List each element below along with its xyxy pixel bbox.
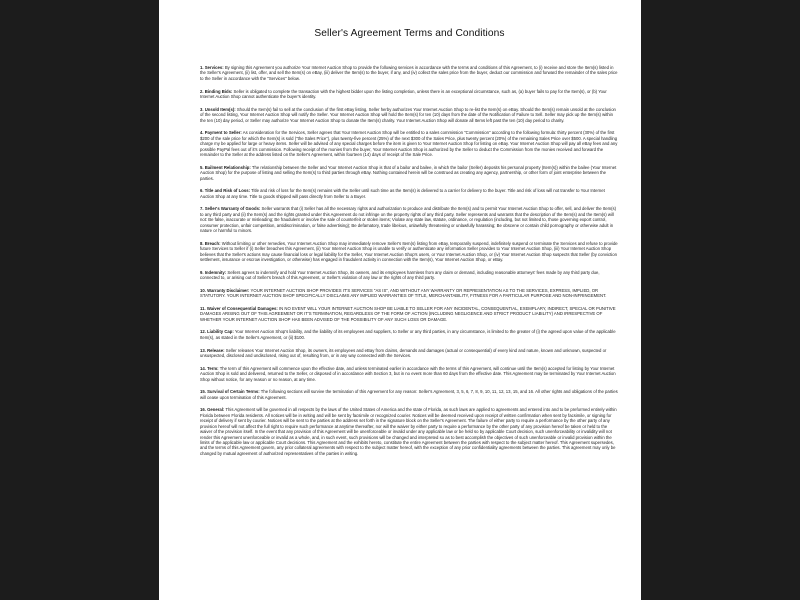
section-body: Seller is obligated to complete the transaction with the highest bidder upon the listing completion, unless there is an exceptional circumstance, such as, (a) buyer fails to pay for the Item(s), or (b) Your Internet Auction Shop cannot authenticate the buyer's identity. bbox=[200, 88, 607, 99]
terms-section bbox=[200, 389, 619, 400]
terms-section bbox=[200, 107, 619, 123]
section-heading: 10. Warranty Disclaimer: bbox=[200, 287, 250, 293]
section-body: Seller warrants that (i) Seller has all the necessary rights and authorization to produce and distribute the Item(s) and to permit Your Internet Auction Shop to offer, sell, and deliver the Item(s) to any third party and (ii) the Item(s) and the rights granted under this Agreement do not infringe on the property rights of any third party. Seller represents and warrants that the description of the Item(s) and the Item(s) will not: Be false, inaccurate or misleading; Be fraudulent or involve the sale of counterfeit or stolen items; Violate any state law, statute, ordinance, or regulation (including, but not limited to, those governing export control, consumer protection, unfair competition, antidiscrimination, or false advertising); Be defamatory, trade libelous, unlawfully threatening or unlawfully harassing; Be obscene or contain child pornography or otherwise adult in nature or harmful to minors. bbox=[200, 206, 617, 234]
section-heading: 8. Breach: bbox=[200, 240, 221, 246]
section-body: The term of this Agreement will commence upon the effective date, and unless terminated earlier in accordance with the terms of this Agreement, will continue until the Item(s) accepted for listing by Your Internet Auction Shop is sold and delivered, returned to the Seller, or disposed of in accordance with Section 3, but in no event more than 60 days from the effective date. This Agreement may be terminated by Your Internet Auction Shop without notice, for any reason or no reason, at any time. bbox=[200, 365, 616, 382]
section-body: YOUR INTERNET AUCTION SHOP PROVIDES IT'S SERVICES "AS IS", AND WITHOUT ANY WARRANTY OR REPRESENTATION AS TO THE SERVICES, EXPRESS, IMPLIED, OR STATUTORY. YOUR INTERNET AUCTION SHOP SPECIFICALLY DISCLAIMS ANY IMPLIED WARRANTIES OF TITLE, MERCHANTABILITY, FITNESS FOR A PARTICULAR PURPOSE AND NON-INFRINGEMENT. bbox=[200, 287, 607, 299]
section-body: This Agreement will be governed in all respects by the laws of the United States of America and the state of Florida, as such laws are applied to agreements and entered into and to be preformed entirely within Florida between Florida residents. All notices will be in writing and will be sent by facsimile or recognized courier. Notices will be deemed received upon receipt of written confirmation when sent by facsimile, or signing for receipt of delivery if sent by courier. Notices will be sent to the parties at the address set forth in the signature block on the Seller's Agreement. The failure of either party to require a performance by the other party of any provision hereof will not affect the full right to require such performance at anytime thereafter, nor will the waiver by either party to require a performance by the other party of any provision hereof be taken or held to the waiver of the provision itself. In the event that any provision of this Agreement will be unenforceable or invalid under any applicable law or be held so by applicable Court decision, such unenforceability or invalidity will not render this Agreement unenforceable or invalid as a whole, and, in such event, such provisions will be changed and interpreted so as to best accomplish the objectives of such unenforceable or invalid provision within the limits of the applicable law or applicable Court decisions. This Agreement and the exhibits hereto, constitute the entire Agreement between the parties with respect to the subject matter hereof. This Agreement supersedes, and the terms of this Agreement govern, any prior collateral agreements with respect to the subject matter hereof, with the exception of any prior confidentiality agreements between the parties. This agreement may only be changed by mutual agreement of authorized representatives of the parties in writing. bbox=[200, 407, 617, 456]
section-heading: 7. Seller's Warranty of Goods: bbox=[200, 206, 261, 212]
terms-section bbox=[200, 165, 619, 181]
section-heading: 12. Liability Cap: bbox=[200, 329, 234, 335]
section-body: By signing this Agreement you authorize Your Internet Auction Shop to provide the following services in accordance with the terms and conditions of this Agreement, to (i) receive and store the Item(s) listed in the Seller's Agreement, (ii) list, offer, and sell the Item(s) on eBay, (iii) deliver the Item(s) to the buyer, if any, and (iv) collect the sales price from the buyer, deduct our commission and forward the remainder of the sales price to the Seller in accordance with the "Services" below. bbox=[200, 65, 618, 81]
section-heading: 3. Unsold Item(s): bbox=[200, 106, 236, 112]
section-body: The relationship between the Seller and Your Internet Auction Shop is that of a bailor and bailee, in which the bailor (Seller) deposits his personal property (Item(s)) within the bailee (Your Internet Auction Shop) for the purpose of listing and selling the Item(s) to third parties through eBay. Nothing contained herein will be construed as creating any agency, partnership, or other form of joint enterprise between the parties. bbox=[200, 164, 617, 181]
terms-section bbox=[200, 348, 619, 359]
terms-section bbox=[200, 270, 619, 281]
terms-section bbox=[200, 188, 619, 199]
section-body: Should the Item(s) fail to sell at the conclusion of the first eBay listing, Seller herby authorizes Your Internet Auction Shop to re-list the Item(s) on eBay. Should the Item(s) remain unsold at the conclusion of the second listing, Your Internet Auction Shop will notify the Seller. Your Internet Auction Shop will hold the Item(s) for ten (10) days from the date of the Notification of Failure to Sell. Seller may pick up the Item(s) within the ten (10) day period, or Seller may authorize Your Internet Auction Shop to donate the Item(s) charity. Your Internet Auction Shop will donate all Items left past the ten (10) day period to charity. bbox=[200, 106, 616, 123]
section-heading: 6. Title and Risk of Loss: bbox=[200, 188, 250, 194]
section-body: The following sections will survive the termination of this Agreement for any reason: Seller's Agreement, 3, 5, 6, 7, 8, 9, 10, 11, 12, 13, 15, and 16. All other rights and obligations of the parties will cease upon termination of this Agreement. bbox=[200, 389, 618, 400]
section-heading: 2. Binding Bids: bbox=[200, 88, 233, 94]
section-heading: 15. Survival of Certain Terms: bbox=[200, 389, 260, 395]
terms-section bbox=[200, 288, 619, 299]
section-heading: 16. General: bbox=[200, 407, 225, 413]
section-body: Your Internet Auction Shop's liability, and the liability of its employees and suppliers, to Seller or any third parties, in any circumstance, is limited to the greater of (i) the agreed upon value of the applicable Item(s), as stated in the Seller's Agreement, or (ii) $100. bbox=[200, 329, 616, 340]
section-heading: 13. Release: bbox=[200, 347, 225, 353]
section-body: As consideration for the Services, Seller agrees that Your Internet Auction Shop will be entitled to a sales commission "Commission" according to the following formula: thirty percent (30%) of the first $200 of the sale price for which the Item(s) is sold ("the Sales Price"), plus twenty-five percent (25%) of the next $300 of the Sales Price, plus twenty percent (20%) of the remaining Sales Price over $500. A special handling charge my be applied for large or heavy items. Seller will be advised of any special charges before the item is given to Your Internet Auction Shop for listing on eBay. Your Internet Auction Shop will pay all eBay fees and any possible PayPal fees out of it's commission. Following receipt of the monies from the buyer, Your Internet Auction Shop is authorized by the Seller to deduct the Commission from the monies received and forward the remainder to the Seller at the address listed on the Seller's Agreement, within fourteen (14) days of receipt of the Sale Price. bbox=[200, 130, 618, 157]
terms-section bbox=[200, 241, 619, 263]
section-heading: 4. Payment to Seller: bbox=[200, 130, 242, 136]
section-body: Seller releases Your Internet Auction Shop, its owners, its employees and eBay from claims, demands and damages (actual or consequential) of every kind and nature, known and unknown, suspected or unsuspected, disclosed and undisclosed, rising out of, resulting from, or in any way connected with the Services. bbox=[200, 347, 607, 359]
terms-section bbox=[200, 329, 619, 340]
section-body: Sellers agrees to indemnify and hold Your Internet Auction Shop, its owners, and its employees harmless from any claim or demand, including reasonable attorneys' fees made by any third party due, connected to, or arising out of Seller's breach of this Agreement, or Seller's violation of any law or the rights of any third party. bbox=[200, 269, 600, 281]
terms-section bbox=[200, 366, 619, 382]
terms-section bbox=[200, 206, 619, 233]
section-body: Without limiting or other remedies, Your Internet Auction Shop may immediately remove Seller's Item(s) listing from eBay, temporarily suspend, indefinitely suspend or terminate the Services and refuse to provide future Services to Seller if (i) Seller breaches this Agreement, (ii) Your Internet Auction Shop is unable to verify or authenticate any information Seller provides to Your Internet Auction Shop, (iii) Your Internet Auction Shop believes that the Seller's actions may cause financial loss or legal liability for the Seller, Your Internet Auction Shop's users, or Your Internet Auction Shop, or (iv) Your Internet Auction Shop suspects that Seller (by conviction settlement, insurance or escrow investigation, or otherwise) has engaged in fraudulent activity in connection with the Item(s), Your Internet Auction Shop, or eBay. bbox=[200, 240, 618, 263]
terms-sections bbox=[200, 65, 619, 456]
document-title: Seller's Agreement Terms and Conditions bbox=[314, 28, 505, 39]
terms-section bbox=[200, 89, 619, 100]
section-heading: 14. Term: bbox=[200, 365, 219, 371]
section-heading: 1. Services: bbox=[200, 65, 224, 70]
terms-section bbox=[200, 130, 619, 157]
document-page bbox=[159, 0, 641, 600]
terms-section bbox=[200, 306, 619, 322]
section-body: Title and risk of loss for the Item(s) remains with the Seller until such time as the Item(s) is delivered to a carrier for delivery to the buyer. Title and risk of loss will not transfer to Your Internet Auction Shop at any time. Title to goods shipped will pass directly from Seller to a Buyer. bbox=[200, 188, 605, 199]
section-heading: 9. Indemnity: bbox=[200, 269, 227, 275]
section-body: IN NO EVENT WILL YOUR INTERNET AUCTION SHOP BE LIABLE TO SELLER FOR ANY INCIDENTAL, CONSEQUENTIAL, EXEMPLARY, INDIRECT, SPECIAL OR PUNITIVE DAMAGES ARISING OUT OF THIS AGREEMENT OR IT'S TERMINATION, REGARDLESS OF THE FORM OF ACTION (INCLUDING NEGLIGENCE AND STRICT PRODUCT LIABILITY) AND IRRESPECTIVE OF WHETHER YOUR INTERNET AUCTION SHOP HAS BEEN ADVISED OF THE POSSIBILITY OF ANY SUCH LOSS OR DAMAGE. bbox=[200, 305, 616, 322]
section-heading: 5. Bailment Relationship: bbox=[200, 164, 251, 170]
terms-section bbox=[200, 65, 619, 81]
section-heading: 11. Waiver of Consequential Damages: bbox=[200, 305, 278, 311]
terms-section bbox=[200, 407, 619, 456]
